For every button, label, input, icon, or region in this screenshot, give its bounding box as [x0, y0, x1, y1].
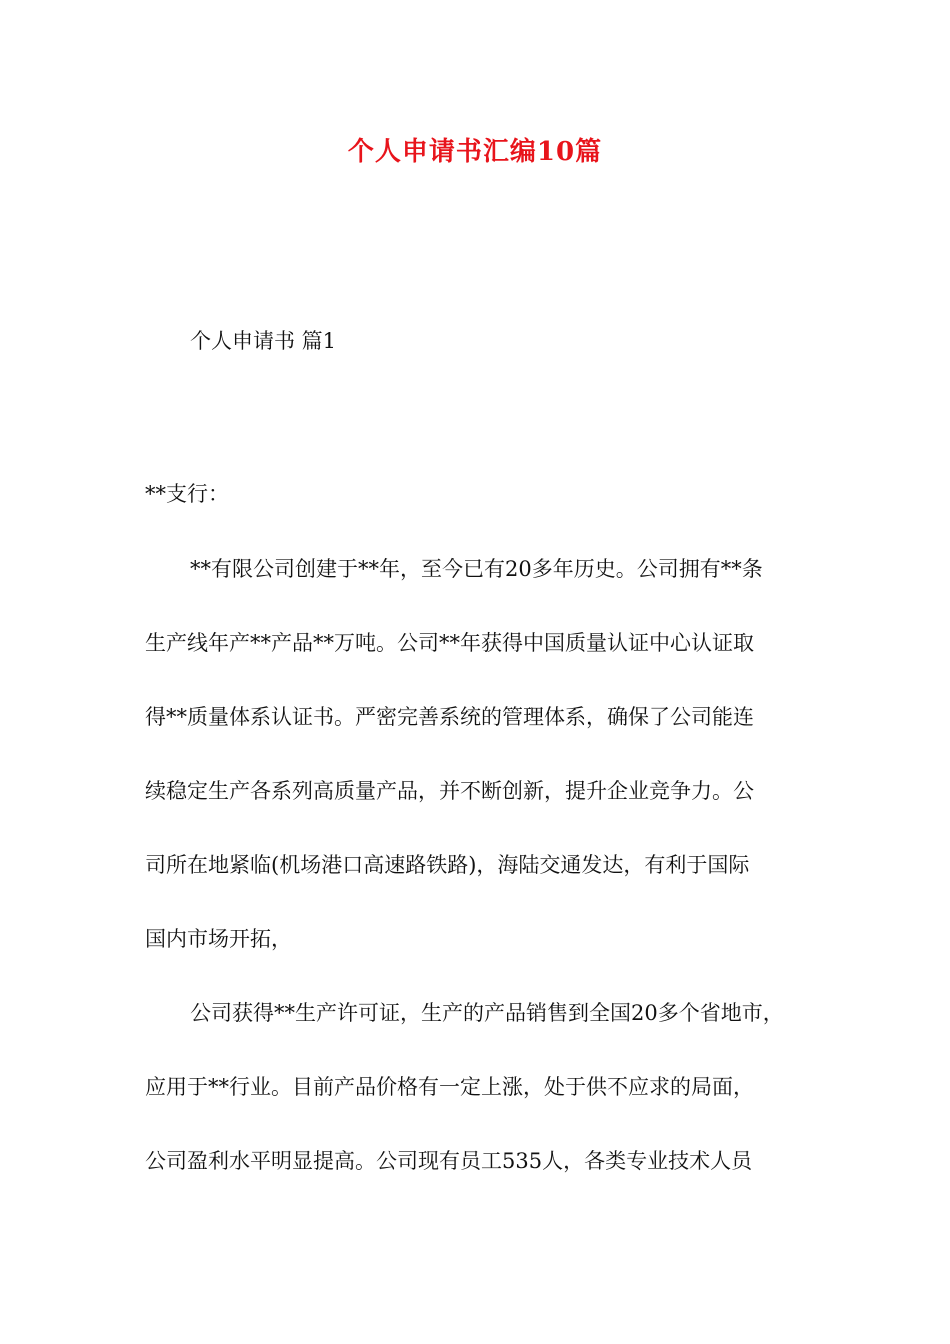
paragraph-line: 续稳定生产各系列高质量产品，并不断创新，提升企业竞争力。公 — [145, 779, 754, 803]
section-heading: 个人申请书 篇1 — [190, 329, 337, 353]
paragraph-line: 得**质量体系认证书。严密完善系统的管理体系，确保了公司能连 — [145, 705, 754, 729]
paragraph-line: 国内市场开拓， — [145, 927, 292, 951]
paragraph-line: 公司盈利水平明显提高。公司现有员工535人，各类专业技术人员 — [145, 1149, 753, 1173]
paragraph-line: 生产线年产**产品**万吨。公司**年获得中国质量认证中心认证取 — [145, 631, 754, 655]
paragraph-line: **有限公司创建于**年，至今已有20多年历史。公司拥有**条 — [190, 557, 763, 581]
paragraph-line: 应用于**行业。目前产品价格有一定上涨，处于供不应求的局面， — [145, 1075, 754, 1099]
document-title: 个人申请书汇编10篇 — [347, 137, 603, 167]
salutation: **支行： — [145, 482, 229, 506]
paragraph-line: 公司获得**生产许可证，生产的产品销售到全国20多个省地市， — [190, 1001, 784, 1025]
paragraph-line: 司所在地紧临(机场港口高速路铁路)，海陆交通发达，有利于国际 — [145, 853, 750, 877]
